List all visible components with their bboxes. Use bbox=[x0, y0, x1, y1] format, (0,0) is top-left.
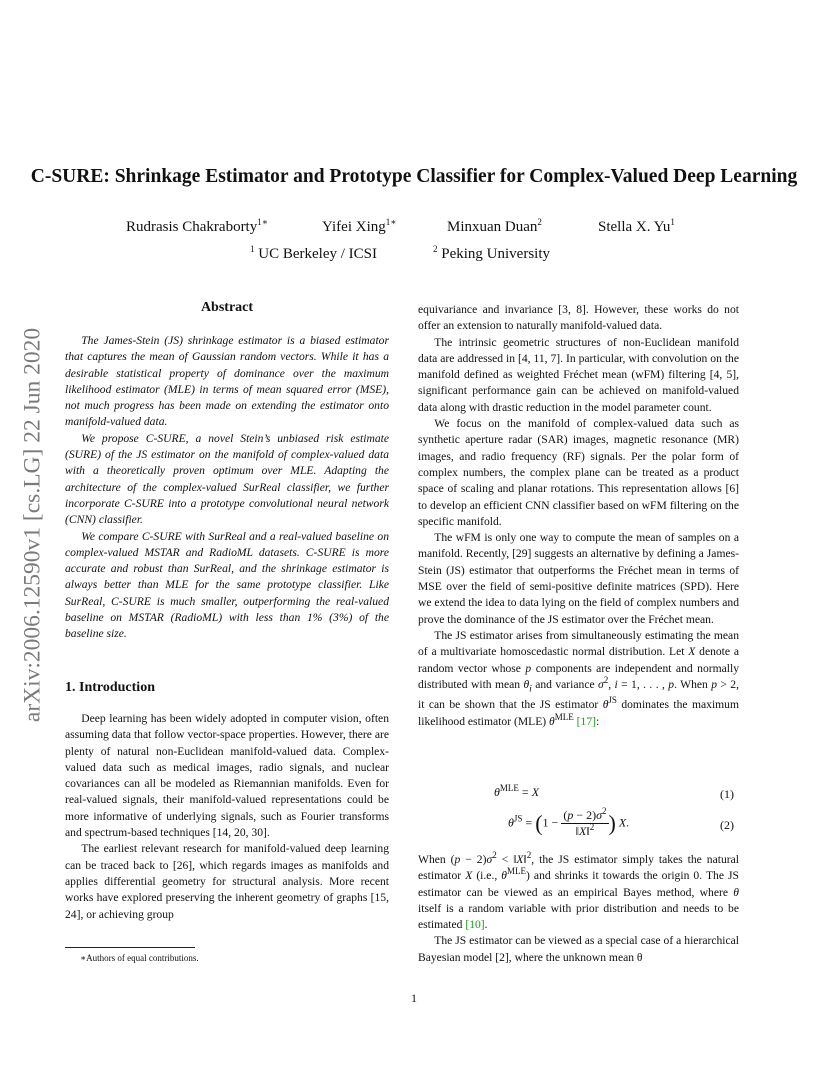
author-3: Minxuan Duan$^2$ bbox=[447, 217, 542, 235]
section-heading-introduction: 1. Introduction bbox=[65, 680, 155, 695]
abstract-paragraph: We propose C-SURE, a novel Stein’s unbiased risk estimate (SURE) of the JS estimator on the manifold of complex-valued data with a theoretically proven optimum over MLE. Adapting the architecture of the complex-valued SurReal classifier, we further incorporate C-SURE into a prototype convolutional neural network (CNN) classifier. bbox=[65, 431, 389, 527]
right-column-top bbox=[418, 302, 739, 730]
equation-1: $\theta^{MLE} = X$ bbox=[494, 783, 540, 799]
affiliation-1: $^1$ UC Berkeley / ICSI bbox=[250, 244, 377, 262]
body-paragraph: Deep learning has been widely adopted in computer vision, often assuming data that follow vector-space properties. However, there are plenty of natural non-Euclidean manifold-valued data. Complex-valued data such as medical images, radio signals, and nuclear covariances can all be modeled as Riemannian manifolds. Even for real-valued signals, their manifold-valued representations could be more informative of underlying signals, such as Fourier transforms and spectrum-based techniques [14, 20, 30]. bbox=[65, 712, 389, 840]
js-paragraph: The JS estimator arises from simultaneously estimating the mean of a multivariate homoscedastic normal distribution. Let X denote a random vector whose p components are independent and normally distributed with mean $\theta_i$ and variance $\sigma^2$, i = 1, . . . , p. When p > 2, it can be shown that the JS estimator $\theta^{JS}$ dominates the maximum likelihood estimator (MLE) $\theta^{MLE}$ [17]: bbox=[418, 628, 740, 728]
affiliation-2: $^2$ Peking University bbox=[433, 244, 550, 262]
abstract-heading: Abstract bbox=[200, 300, 254, 315]
footnote-rule bbox=[65, 947, 195, 948]
paper-title: C-SURE: Shrinkage Estimator and Prototype Classifier for Complex-Valued Deep Learning bbox=[30, 166, 798, 187]
body-paragraph: The intrinsic geometric structures of non-Euclidean manifold data are addressed in [4, 11, 7]. In particular, with convolution on the manifold defined as weighted Fréchet mean (wFM) filtering [4, 5], significant performance gain can be achieved on manifold-valued data along with drastic reduction in the model parameter count. bbox=[418, 335, 739, 414]
right-column-bottom bbox=[418, 852, 739, 966]
body-paragraph: The wFM is only one way to compute the mean of samples on a manifold. Recently, [29] suggests an alternative by defining a James-Stein (JS) estimator that outperforms the Fréchet mean in terms of MSE over the field of semi-positive definite matrices (SPD). Here we extend the idea to data lying on the field of complex numbers and prove the dominance of the JS estimator over the Fréchet mean. bbox=[418, 531, 739, 626]
author-2: Yifei Xing$^{1∗}$ bbox=[322, 217, 397, 235]
arxiv-stamp: arXiv:2006.12590v1 [cs.LG] 22 Jun 2020 bbox=[19, 327, 46, 723]
footnote: ∗Authors of equal contributions. bbox=[80, 953, 199, 963]
equation-2-number: (2) bbox=[720, 818, 734, 832]
page-number: 1 bbox=[411, 991, 417, 1005]
body-paragraph: When $(p - 2)\sigma^2$ < ‖X‖$^2$, the JS estimator simply takes the natural estimator X (i.e., $\theta^{MLE}$) and shrinks it towards the origin 0. The JS estimator can be viewed as an empirical Bayes method, where θ itself is a random variable with prior distribution and needs to be estimated [10]. bbox=[418, 850, 739, 932]
abstract-body bbox=[65, 333, 389, 643]
abstract-paragraph: The James-Stein (JS) shrinkage estimator is a biased estimator that captures the mean of Gaussian random vectors. While it has a desirable statistical property of dominance over the maximum likelihood estimator (MLE) in terms of mean squared error (MSE), not much progress has been made on extending the estimator onto manifold-valued data. bbox=[65, 334, 389, 429]
citation-link[interactable]: [17] bbox=[576, 714, 596, 728]
author-4: Stella X. Yu$^1$ bbox=[598, 217, 675, 235]
body-paragraph: The JS estimator can be viewed as a special case of a hierarchical Bayesian model [2], where the unknown mean θ bbox=[418, 934, 739, 964]
body-paragraph: equivariance and invariance [3, 8]. However, these works do not offer an extension to naturally manifold-valued data. bbox=[418, 303, 739, 333]
author-1: Rudrasis Chakraborty$^{1∗}$ bbox=[126, 217, 268, 235]
intro-left-column bbox=[65, 711, 389, 923]
equation-1-number: (1) bbox=[720, 787, 734, 801]
citation-link[interactable]: [10] bbox=[465, 918, 485, 932]
body-paragraph: The earliest relevant research for manifold-valued deep learning can be traced back to [26], which regards images as manifolds and applies differential geometry for structural analysis. More recent works have explored preserving the inherent geometry of graphs [15, 24], or achieving group bbox=[65, 842, 389, 921]
abstract-paragraph: We compare C-SURE with SurReal and a real-valued baseline on complex-valued MSTAR and RadioML datasets. C-SURE is more accurate and robust than SurReal, and the shrinkage estimator is always better than MLE for the same prototype classifier. Like SurReal, C-SURE is much smaller, outperforming the real-valued baseline on MSTAR (RadioML) with less than 1% (3%) of the baseline size. bbox=[65, 529, 389, 641]
body-paragraph: We focus on the manifold of complex-valued data such as synthetic aperture radar (SAR) images, magnetic resonance (MR) images, and radio frequency (RF) signals. Per the polar form of complex numbers, the complex plane can be treated as a product space of scaling and planar rotations. This representation allows [6] to develop an efficient CNN classifier based on wFM filtering on the specific manifold. bbox=[418, 417, 739, 528]
equation-2: $\theta^{JS} = (1$ − $\frac{(p - 2)\sigma^2}{‖X‖^2}$ ) X. bbox=[508, 806, 630, 838]
